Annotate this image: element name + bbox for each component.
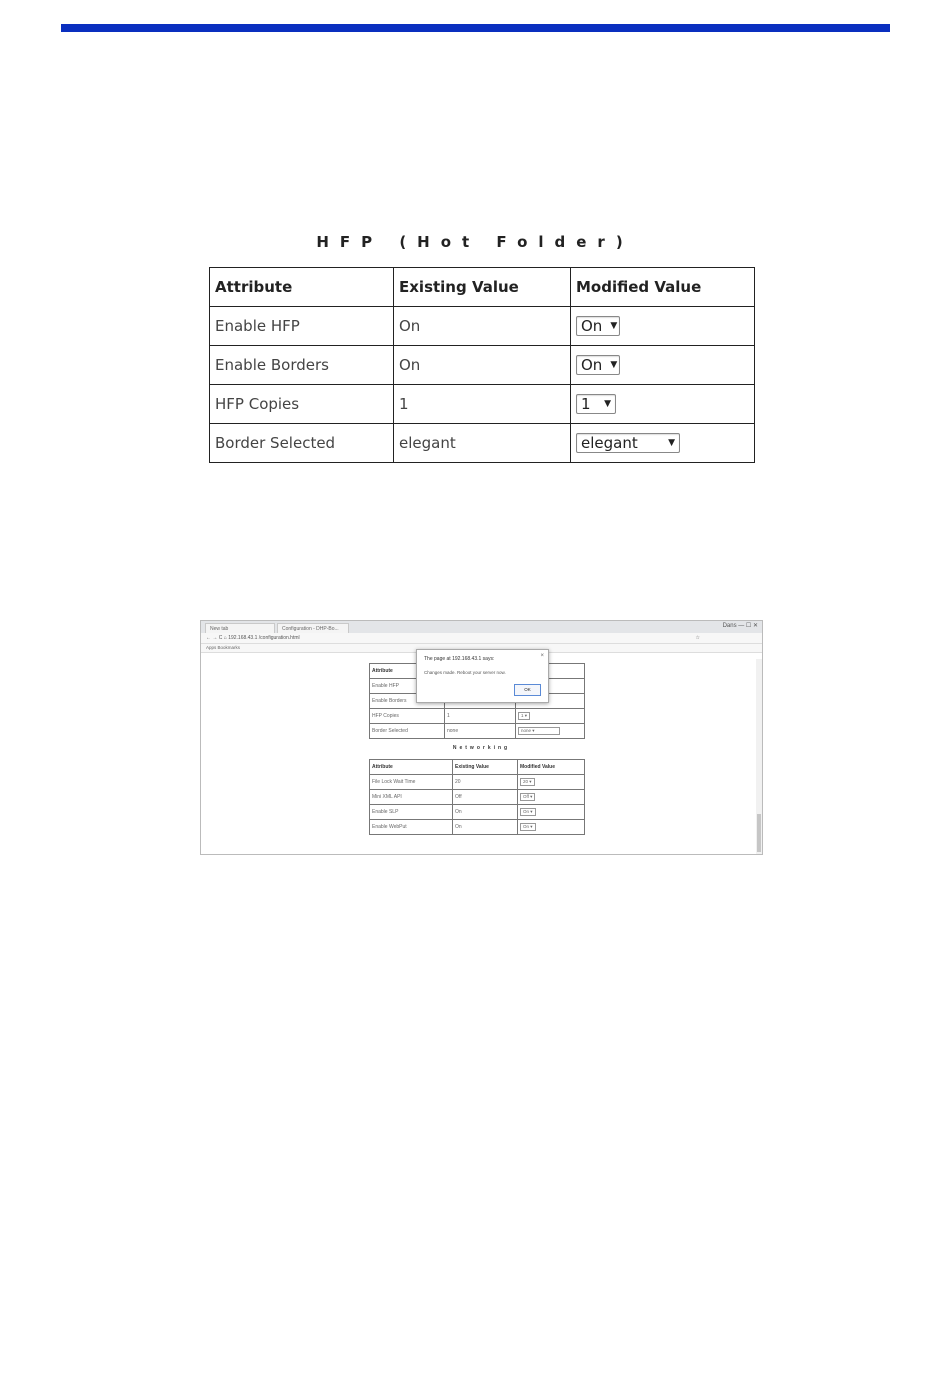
networking-title: Networking xyxy=(452,745,511,751)
attribute-cell: Enable Borders xyxy=(210,346,394,385)
modified-value-cell xyxy=(518,805,585,820)
table-row xyxy=(370,775,585,790)
attribute-cell: Enable SLP xyxy=(370,805,453,820)
existing-value-cell: Off xyxy=(453,790,518,805)
header-attribute: Attribute xyxy=(370,664,445,679)
existing-value-cell: On xyxy=(453,820,518,835)
nav-buttons-icon[interactable]: ← → C ⌂ xyxy=(206,635,229,641)
select-value: elegant xyxy=(581,434,638,452)
table-row xyxy=(370,709,585,724)
existing-value-cell: 1 xyxy=(445,709,516,724)
select-value: Off xyxy=(523,794,529,799)
table-row xyxy=(210,307,755,346)
hfp-copies-select[interactable] xyxy=(576,394,616,414)
dropdown-arrow-icon: ▼ xyxy=(610,360,618,370)
modified-value-cell xyxy=(571,346,755,385)
attribute-cell: Border Selected xyxy=(210,424,394,463)
header-attribute: Attribute xyxy=(210,268,394,307)
top-accent-rule xyxy=(61,24,890,32)
dropdown-arrow-icon: ▼ xyxy=(604,399,611,409)
existing-value-cell: On xyxy=(394,307,571,346)
attribute-cell: File Lock Wait Time xyxy=(370,775,453,790)
table-row xyxy=(370,820,585,835)
attribute-cell: HFP Copies xyxy=(370,709,445,724)
select-value: 1 xyxy=(521,713,524,718)
existing-value-cell: On xyxy=(394,346,571,385)
mini-select[interactable]: none ▾ xyxy=(518,727,560,735)
header-existing-value: Existing Value xyxy=(453,760,518,775)
mini-select[interactable]: On ▾ xyxy=(520,823,536,831)
mini-select[interactable]: Off ▾ xyxy=(520,793,535,801)
section-title: HFP (Hot Folder) xyxy=(316,233,634,251)
header-modified-value: Modified Value xyxy=(518,760,585,775)
mini-select[interactable]: On ▾ xyxy=(520,808,536,816)
table-header-row xyxy=(210,268,755,307)
select-value: 20 xyxy=(523,779,529,784)
browser-tab-bar xyxy=(201,621,762,633)
existing-value-cell: On xyxy=(453,805,518,820)
modified-value-cell xyxy=(571,424,755,463)
mini-networking-table xyxy=(369,759,585,835)
header-modified-value: Modified Value xyxy=(571,268,755,307)
attribute-cell: Border Selected xyxy=(370,724,445,739)
select-value: On xyxy=(523,809,530,814)
mini-select[interactable]: 20 ▾ xyxy=(520,778,535,786)
header-attribute: Attribute xyxy=(370,760,453,775)
attribute-cell: Enable Borders xyxy=(370,694,445,709)
enable-borders-select[interactable] xyxy=(576,355,620,375)
dialog-message: Changes made. Reboot your server now. xyxy=(424,670,506,675)
modified-value-cell xyxy=(516,724,585,739)
existing-value-cell: 1 xyxy=(394,385,571,424)
table-row xyxy=(210,346,755,385)
hfp-config-table xyxy=(209,267,755,463)
table-row xyxy=(370,790,585,805)
window-controls[interactable]: Dans — ☐ ✕ xyxy=(722,623,758,629)
attribute-cell: HFP Copies xyxy=(210,385,394,424)
select-value: On xyxy=(523,824,530,829)
modified-value-cell xyxy=(518,790,585,805)
attribute-cell: Enable HFP xyxy=(370,679,445,694)
select-value: On xyxy=(581,317,603,335)
browser-tab[interactable]: New tab xyxy=(205,623,275,633)
modified-value-cell xyxy=(516,709,585,724)
address-bar[interactable] xyxy=(201,633,762,644)
table-row xyxy=(210,385,755,424)
modified-value-cell xyxy=(571,307,755,346)
embedded-browser-screenshot xyxy=(200,620,763,855)
table-row xyxy=(370,724,585,739)
address-url: 192.168.43.1 /configuration.html xyxy=(228,635,300,641)
scrollbar-thumb[interactable] xyxy=(757,814,761,852)
scrollbar[interactable] xyxy=(756,659,762,854)
table-row xyxy=(370,805,585,820)
border-selected-select[interactable] xyxy=(576,433,680,453)
header-existing-value: Existing Value xyxy=(394,268,571,307)
existing-value-cell: elegant xyxy=(394,424,571,463)
dialog-title: The page at 192.168.43.1 says: xyxy=(424,656,495,662)
mini-select[interactable]: 1 ▾ xyxy=(518,712,530,720)
modified-value-cell xyxy=(518,775,585,790)
dialog-ok-button[interactable]: OK xyxy=(514,684,541,696)
attribute-cell: Enable WebPut xyxy=(370,820,453,835)
alert-dialog xyxy=(416,649,549,703)
modified-value-cell xyxy=(571,385,755,424)
dropdown-arrow-icon: ▼ xyxy=(610,321,618,331)
existing-value-cell: none xyxy=(445,724,516,739)
select-value: On xyxy=(581,356,603,374)
dropdown-arrow-icon: ▼ xyxy=(668,438,675,448)
select-value: none xyxy=(521,728,532,733)
bookmarks-bar: Apps Bookmarks xyxy=(201,644,762,653)
attribute-cell: Enable HFP xyxy=(210,307,394,346)
attribute-cell: Mini XML API xyxy=(370,790,453,805)
enable-hfp-select[interactable] xyxy=(576,316,620,336)
modified-value-cell xyxy=(518,820,585,835)
star-icon[interactable]: ☆ xyxy=(695,635,700,641)
existing-value-cell: 20 xyxy=(453,775,518,790)
close-icon[interactable]: × xyxy=(540,653,544,659)
table-row xyxy=(210,424,755,463)
browser-tab-active[interactable]: Configuration - DHP-Bo... xyxy=(277,623,349,633)
select-value: 1 xyxy=(581,395,591,413)
